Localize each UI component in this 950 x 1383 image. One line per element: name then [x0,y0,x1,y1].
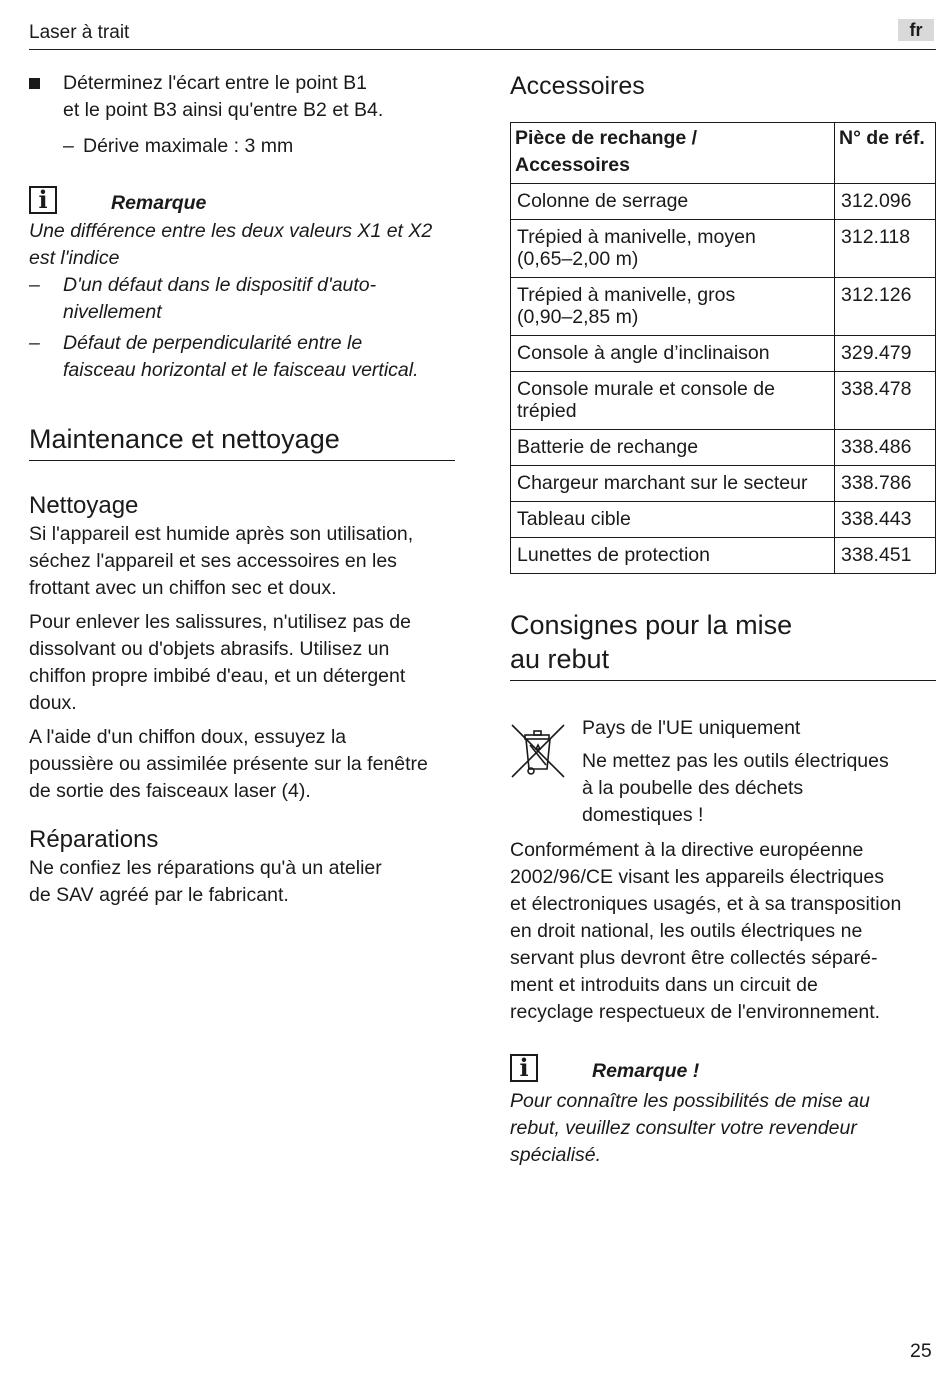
text-line: dissolvant ou d'objets abrasifs. Utilisez un [29,638,390,660]
table-row [511,336,936,372]
text-line: poussière ou assimilée présente sur la fenêtre [29,753,428,775]
info-icon: i [510,1054,538,1082]
text-line: et électroniques usagés, et à sa transposition [510,893,902,915]
note-title: Remarque ! [592,1060,700,1082]
text-line: 2002/96/CE visant les appareils électriques [510,866,884,888]
cell-line: Colonne de serrage [517,190,689,212]
note-list-item [29,272,459,326]
table-cell-designation [511,220,835,278]
accessories-heading: Accessoires [510,72,645,100]
note-list [29,272,459,384]
text-line: en droit national, les outils électriques ne [510,920,863,942]
note-intro-line: est l'indice [29,247,120,269]
note-header [29,186,459,218]
bullet-line: Déterminez l'écart entre le point B1 [63,72,367,94]
text-line: de sortie des faisceaux laser (4). [29,780,311,802]
table-row [511,220,936,278]
text-line: domestiques ! [582,804,704,826]
left-column [29,70,459,909]
header-line: Pièce de rechange / [515,127,698,149]
maintenance-heading: Maintenance et nettoyage [29,424,340,454]
cell-line: (0,65–2,00 m) [517,248,639,270]
text-line: Ne mettez pas les outils électriques [582,750,889,772]
text-line: Si l'appareil est humide après son utilisation, [29,523,414,545]
text-line: spécialisé. [510,1144,602,1166]
cell-line: Lunettes de protection [517,544,710,566]
paragraph [29,724,459,805]
header-line: Accessoires [515,154,630,176]
text-line: servant plus devront être collectés séparé- [510,947,878,969]
crossed-out-bin-icon [510,723,566,779]
text-line: A l'aide d'un chiffon doux, essuyez la [29,726,347,748]
bullet-item [29,70,459,124]
text-line: séchez l'appareil et ses accessoires en les [29,550,397,572]
note-item-line: faisceau horizontal et le faisceau vertical. [63,359,419,381]
table-cell-ref-number: 312.096 [835,184,936,220]
note-header [510,1054,936,1086]
note-item-line: Défaut de perpendicularité entre le [63,332,363,354]
warning-text [582,748,936,829]
table-cell-ref-number: 338.786 [835,466,936,502]
eu-only-label: Pays de l'UE uniquement [582,717,801,739]
table-row [511,502,936,538]
paragraph [29,521,459,602]
table-cell-designation [511,502,835,538]
weee-block [510,715,936,835]
text-line: Pour enlever les salissures, n'utilisez pas de [29,611,411,633]
cell-line: trépied [517,400,577,422]
table-body [511,184,936,574]
table-cell-designation [511,430,835,466]
text-line: Conformément à la directive européenne [510,839,864,861]
repairs-heading: Réparations [29,826,159,853]
cell-line: Trépied à manivelle, moyen [517,226,756,248]
dash-marker: – [29,274,40,296]
note-item-line: D'un défaut dans le dispositif d'auto- [63,274,377,296]
text-line: Ne confiez les réparations qu'à un atelier [29,857,382,879]
table-row [511,538,936,574]
sub-item [29,133,459,160]
text-line: rebut, veuillez consulter votre revendeur [510,1117,857,1139]
table-cell-ref-number: 338.443 [835,502,936,538]
text-line: frottant avec un chiffon sec et doux. [29,577,337,599]
weee-text [582,715,936,829]
accessories-table [510,122,936,574]
table-row [511,372,936,430]
text-line: doux. [29,692,77,714]
header-divider [29,49,936,50]
note-title: Remarque [111,192,207,214]
table-header-row [511,123,936,184]
text-line: recyclage respectueux de l'environnement. [510,1001,881,1023]
paragraph [510,837,936,1026]
table-header-cell: N° de réf. [835,123,936,184]
table-cell-ref-number: 338.451 [835,538,936,574]
cell-line: Trépied à manivelle, gros [517,284,736,306]
table-cell-ref-number: 312.126 [835,278,936,336]
section-heading [510,608,936,681]
running-header-title: Laser à trait [29,22,130,43]
paragraph [29,609,459,717]
table-row [511,430,936,466]
text-line: à la poubelle des déchets [582,777,804,799]
disposal-heading-line: au rebut [510,644,610,674]
table-row [511,184,936,220]
bullet-square-icon [29,78,40,89]
cell-line: Chargeur marchant sur le secteur [517,472,808,494]
table-cell-designation [511,184,835,220]
bullet-line: et le point B3 ainsi qu'entre B2 et B4. [63,99,384,121]
table-header-cell [511,123,835,184]
section-heading [29,422,455,461]
table-cell-designation [511,372,835,430]
table-cell-ref-number: 329.479 [835,336,936,372]
note-item-line: nivellement [63,301,162,323]
text-line: chiffon propre imbibé d'eau, et un détergent [29,665,406,687]
sub-item-text: Dérive maximale : 3 mm [83,135,294,157]
note-intro-line: Une différence entre les deux valeurs X1 et X2 [29,220,433,242]
page-number: 25 [910,1340,932,1362]
table-cell-ref-number: 338.478 [835,372,936,430]
cell-line: Console murale et console de [517,378,775,400]
table-cell-ref-number: 338.486 [835,430,936,466]
paragraph [29,855,459,909]
text-line: ment et introduits dans un circuit de [510,974,818,996]
table-cell-designation [511,538,835,574]
disposal-heading-line: Consignes pour la mise [510,610,793,640]
table-cell-designation [511,278,835,336]
cleaning-heading: Nettoyage [29,492,139,519]
text-line: de SAV agréé par le fabricant. [29,884,289,906]
cell-line: Tableau cible [517,508,631,530]
dash-marker: – [63,135,74,157]
cell-line: Console à angle d’inclinaison [517,342,770,364]
table-row [511,466,936,502]
table-row [511,278,936,336]
language-badge: fr [898,19,934,41]
note-body [510,1088,936,1169]
cell-line: Batterie de rechange [517,436,699,458]
cell-line: (0,90–2,85 m) [517,306,639,328]
text-line: Pour connaître les possibilités de mise au [510,1090,870,1112]
info-icon: i [29,186,57,214]
table-cell-ref-number: 312.118 [835,220,936,278]
table-cell-designation [511,466,835,502]
dash-marker: – [29,332,40,354]
note-list-item [29,330,459,384]
right-column [510,70,936,1169]
note-body [29,218,459,384]
table-cell-designation [511,336,835,372]
